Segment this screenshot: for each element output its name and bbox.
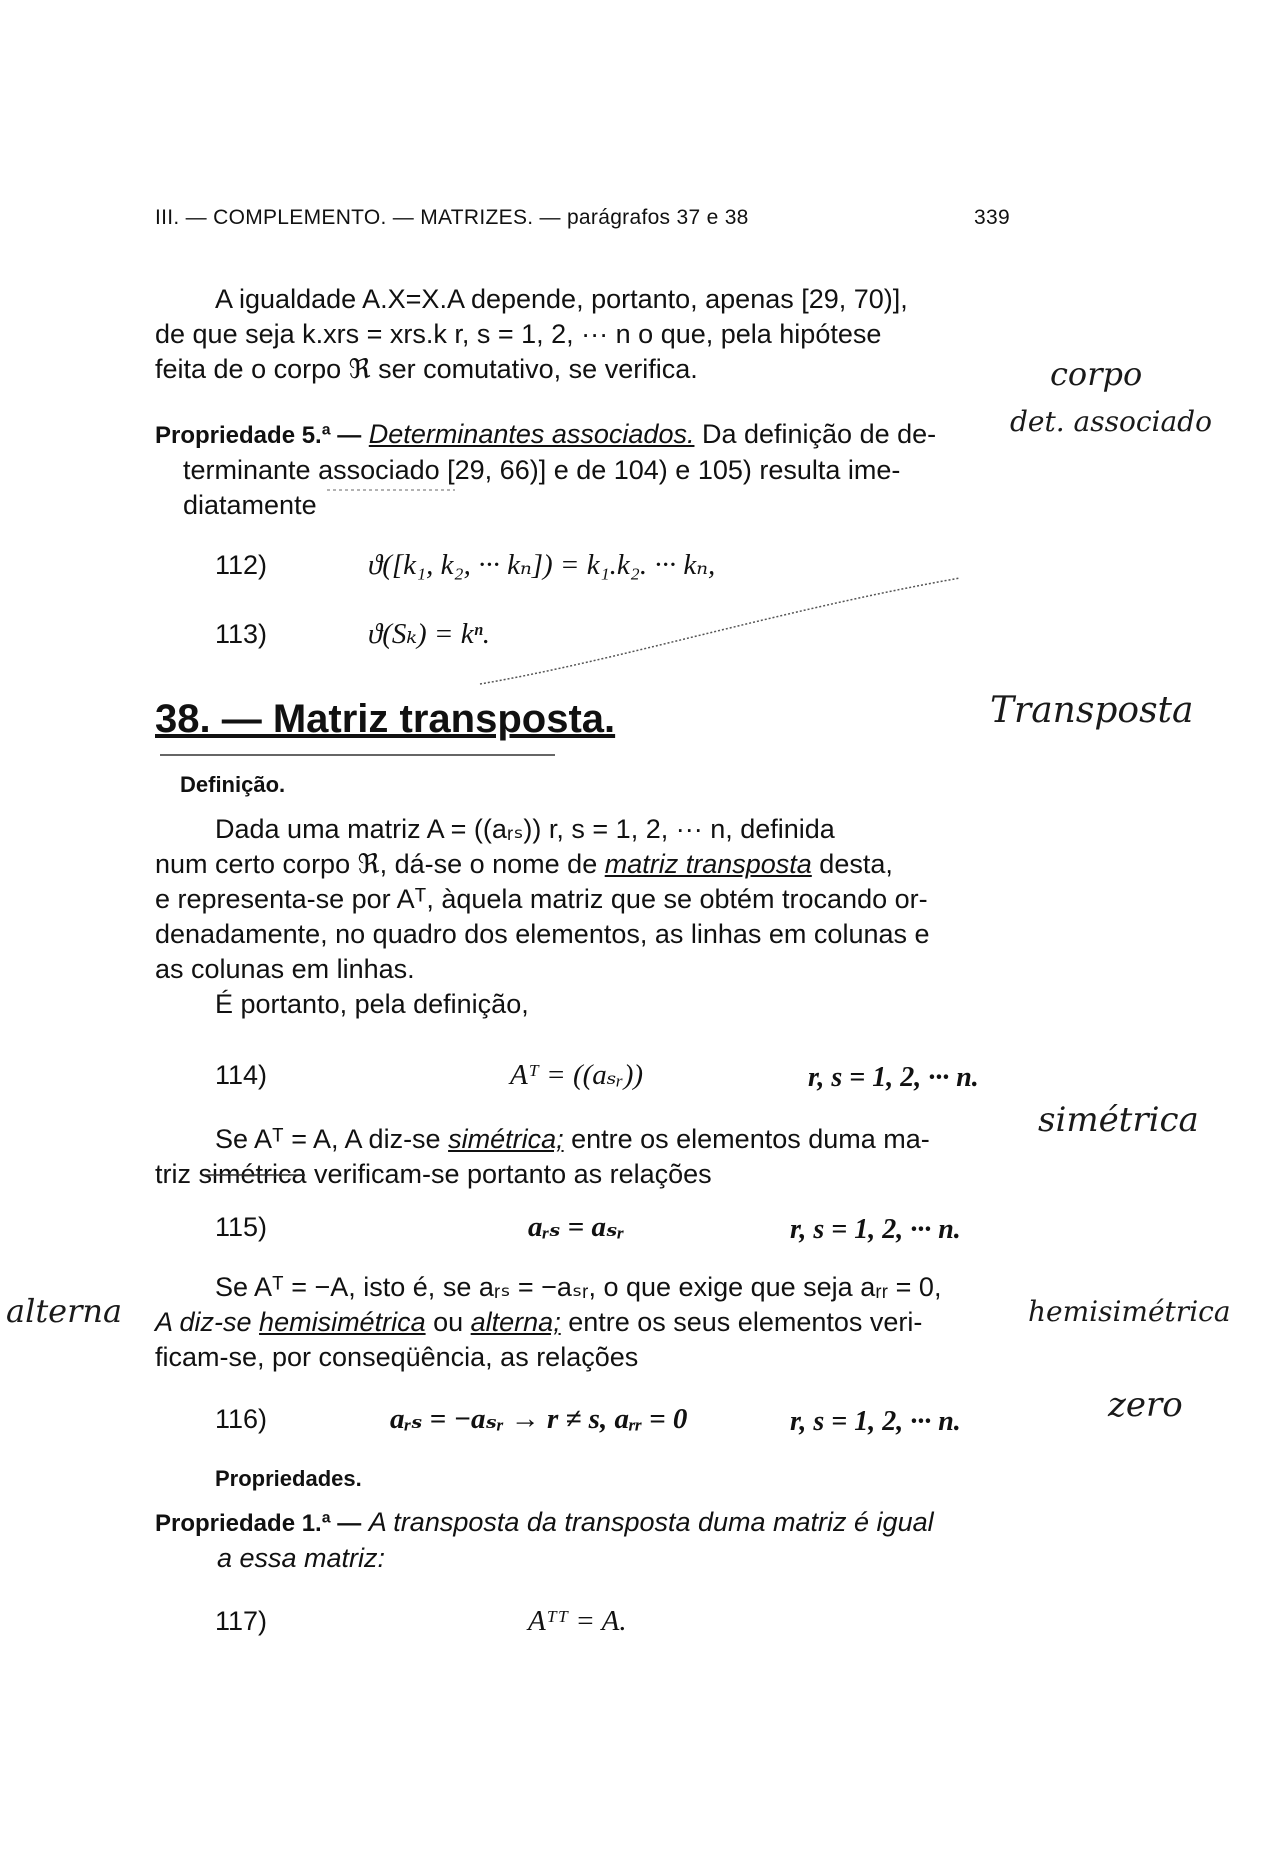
handwritten-note-zero: zero: [1108, 1385, 1183, 1425]
equation-condition: r, s = 1, 2, ··· n.: [790, 1406, 961, 1437]
text-line: triz simétrica verificam-se portanto as relações: [155, 1159, 712, 1189]
property-title: Determinantes associados.: [368, 419, 695, 449]
equation-117: Aᵀᵀ = A.: [528, 1605, 627, 1637]
equation-number: 115): [215, 1212, 268, 1242]
text-line: as colunas em linhas.: [155, 954, 415, 984]
text-line: feita de o corpo ℜ ser comutativo, se verifica.: [155, 354, 698, 384]
text-line: Se Aᵀ = A, A diz-se simétrica; entre os elementos duma ma-: [215, 1124, 930, 1154]
property-text: A transposta da transposta duma matriz é igual: [368, 1507, 934, 1537]
text-line: É portanto, pela definição,: [215, 989, 529, 1019]
property-label: Propriedade 1.ª —: [155, 1510, 362, 1537]
equation-number: 114): [215, 1060, 268, 1090]
equation-113: ϑ(Sₖ) = kⁿ.: [368, 618, 490, 650]
text-line: Da definição de de-: [694, 419, 937, 449]
section-38-title: 38. — Matriz transposta.: [155, 697, 616, 741]
term-hemisimetrica: hemisimétrica: [259, 1307, 426, 1337]
text-line: terminante associado [29, 66)] e de 104) e 105) resulta ime-: [183, 455, 901, 485]
text-line: diatamente: [183, 490, 317, 520]
equation-116: aᵣₛ = −aₛᵣ → r ≠ s, aᵣᵣ = 0: [390, 1403, 688, 1435]
properties-label: Propriedades.: [215, 1466, 362, 1491]
running-title: III. — COMPLEMENTO. — MATRIZES. — parágrafos 37 e 38: [155, 206, 749, 229]
text-line: e representa-se por Aᵀ, àquela matriz que se obtém trocando or-: [155, 884, 928, 914]
page-number: 339: [974, 206, 1010, 229]
handwritten-note-transposta: Transposta: [990, 690, 1194, 731]
equation-number: 113): [215, 619, 268, 649]
handwritten-note-corpo: corpo: [1050, 355, 1143, 393]
property-text: a essa matriz:: [217, 1543, 386, 1573]
definition-label: Definição.: [180, 772, 286, 797]
handwritten-note-hemisimetrica: hemisimétrica: [1028, 1295, 1231, 1328]
text-line: ficam-se, por conseqüência, as relações: [155, 1342, 639, 1372]
equation-115: aᵣₛ = aₛᵣ: [528, 1211, 624, 1243]
text-line: A igualdade A.X=X.A depende, portanto, apenas [29, 70)],: [215, 284, 908, 314]
handwritten-note-alterna: alterna: [6, 1292, 123, 1330]
term-alterna: alterna;: [470, 1307, 561, 1337]
text-line: Dada uma matriz A = ((aᵣₛ)) r, s = 1, 2, ··· n, definida: [215, 814, 835, 844]
handwritten-note-det: det. associado: [1010, 405, 1212, 438]
equation-114: Aᵀ = ((aₛᵣ)): [510, 1059, 644, 1091]
text-line: A diz-se hemisimétrica ou alterna; entre os seus elementos veri-: [155, 1307, 923, 1337]
equation-number: 116): [215, 1404, 268, 1434]
equation-condition: r, s = 1, 2, ··· n.: [808, 1062, 979, 1093]
equation-112: ϑ([k₁, k₂, ··· kₙ]) = k₁.k₂. ··· kₙ,: [368, 549, 716, 581]
text-line: Se Aᵀ = −A, isto é, se aᵣₛ = −aₛᵣ, o que exige que seja aᵣᵣ = 0,: [215, 1272, 942, 1302]
equation-number: 117): [215, 1606, 268, 1636]
handwritten-note-simetrica: simétrica: [1038, 1100, 1199, 1140]
text-line: denadamente, no quadro dos elementos, as linhas em colunas e: [155, 919, 930, 949]
property-label: Propriedade 5.ª —: [155, 422, 362, 449]
equation-condition: r, s = 1, 2, ··· n.: [790, 1214, 961, 1245]
text-line: num certo corpo ℜ, dá-se o nome de matriz transposta desta,: [155, 849, 893, 879]
equation-number: 112): [215, 550, 268, 580]
text-line: de que seja k.xrs = xrs.k r, s = 1, 2, ··· n o que, pela hipótese: [155, 319, 882, 349]
term-matriz-transposta: matriz transposta: [604, 849, 812, 879]
term-simetrica: simétrica;: [448, 1124, 564, 1154]
